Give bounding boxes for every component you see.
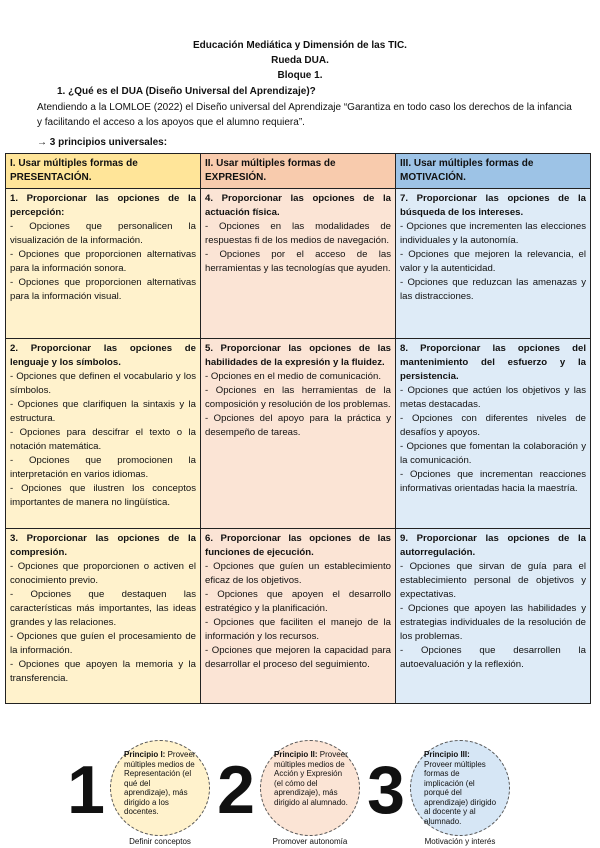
principle-text: Principio III: Proveer múltiples formas de implicación (el porqué del aprendizaje) dirigido al docente y al alumnado. (424, 750, 497, 826)
cell-title: 2. Proporcionar las opciones de lenguaje y los símbolos. (10, 343, 196, 368)
cell-item: - Opciones por el acceso de las herramientas y las tecnologías que ayuden. (205, 249, 391, 274)
cell-item: - Opciones que fomentan la colaboración y la comunicación. (400, 441, 586, 466)
principle-cell (6, 189, 201, 339)
principle-caption: Motivación y interés (424, 837, 496, 846)
principle-text: Principio I: Proveer múltiples medios de Representación (el qué del aprendizaje), más dirigido a los docentes. (124, 750, 196, 816)
principle-caption: Definir conceptos (129, 837, 191, 846)
cell-item: - Opciones en las herramientas de la composición y resolución de los problemas. (205, 385, 391, 410)
cell-item: - Opciones que destaquen las características más importantes, las ideas grandes y las relaciones. (10, 589, 196, 628)
header-presentation: I. Usar múltiples formas de PRESENTACIÓN. (6, 154, 201, 189)
cell-item: - Opciones que apoyen la memoria y la transferencia. (10, 659, 196, 684)
cell-item: - Opciones que apoyen el desarrollo estratégico y la planificación. (205, 589, 391, 614)
cell-item: - Opciones que promocionen la interpretación en varios idiomas. (10, 455, 196, 480)
cell-item: - Opciones para descifrar el texto o la notación matemática. (10, 427, 196, 452)
table-row (6, 339, 591, 529)
block-title: Bloque 1. (277, 70, 323, 81)
doc-subtitle: Rueda DUA. (271, 55, 329, 66)
cell-item: - Opciones que ilustren los conceptos importantes de manera no lingüística. (10, 483, 196, 508)
principle-cell (201, 189, 396, 339)
cell-item: - Opciones que proporcionen alternativas para la información sonora. (10, 249, 196, 274)
question-heading: 1. ¿Qué es el DUA (Diseño Universal del Aprendizaje)? (57, 86, 316, 97)
cell-title: 4. Proporcionar las opciones de la actuación física. (205, 193, 391, 218)
principle-cell (396, 339, 591, 529)
dua-table (5, 153, 591, 704)
cell-item: - Opciones que incrementan reacciones informativas orientadas hacia la maestría. (400, 469, 586, 494)
cell-item: - Opciones que clarifiquen la sintaxis y la estructura. (10, 399, 196, 424)
cell-item: - Opciones que sirvan de guía para el establecimiento personal de objetivos y expectativas. (400, 561, 586, 600)
cell-item: - Opciones que proporcionen o activen el conocimiento previo. (10, 561, 196, 586)
cell-item: - Opciones que actúen los objetivos y las metas destacadas. (400, 385, 586, 410)
principle-cell (6, 339, 201, 529)
principle-caption: Promover autonomía (272, 837, 348, 846)
doc-title: Educación Mediática y Dimensión de las TIC. (193, 40, 407, 51)
cell-title: 8. Proporcionar las opciones del mantenimiento del esfuerzo y la persistencia. (400, 343, 586, 382)
principle-number: 2 (217, 752, 255, 828)
cell-item: - Opciones que proporcionen alternativas para la información visual. (10, 277, 196, 302)
principle-cell (396, 189, 591, 339)
principle-cell (201, 339, 396, 529)
cell-title: 5. Proporcionar las opciones de las habilidades de la expresión y la fluidez. (205, 343, 391, 368)
cell-item: - Opciones que guíen el procesamiento de la información. (10, 631, 196, 656)
cell-item: - Opciones que mejoren la relevancia, el valor y la autenticidad. (400, 249, 586, 274)
cell-item: - Opciones que faciliten el manejo de la información y los recursos. (205, 617, 391, 642)
cell-item: - Opciones que personalicen la visualización de la información. (10, 221, 196, 246)
cell-item: - Opciones que guíen un establecimiento eficaz de los objetivos. (205, 561, 391, 586)
table-row (6, 189, 591, 339)
cell-title: 9. Proporcionar las opciones de la autorregulación. (400, 533, 586, 558)
table-row (6, 529, 591, 704)
cell-title: 7. Proporcionar las opciones de la búsqueda de los intereses. (400, 193, 586, 218)
cell-item: - Opciones que reduzcan las amenazas y las distracciones. (400, 277, 586, 302)
principle-number: 1 (67, 752, 105, 828)
principle-text: Principio II: Proveer múltiples medios de Acción y Expresión (el cómo del aprendizaje), más dirigido al alumnado. (274, 750, 348, 807)
cell-item: - Opciones que definen el vocabulario y los símbolos. (10, 371, 196, 396)
cell-item: - Opciones que desarrollen la autoevaluación y la reflexión. (400, 645, 586, 670)
cell-item: - Opciones que incrementen las elecciones individuales y la autonomía. (400, 221, 586, 246)
principle-cell (201, 529, 396, 704)
cell-item: - Opciones que mejoren la capacidad para desarrollar el proceso del seguimiento. (205, 645, 391, 670)
header-motivation: III. Usar múltiples formas de MOTIVACIÓN. (396, 154, 591, 189)
cell-title: 1. Proporcionar las opciones de la percepción: (10, 193, 196, 218)
principle-cell (396, 529, 591, 704)
header-expression: II. Usar múltiples formas de EXPRESIÓN. (201, 154, 396, 189)
cell-item: - Opciones que apoyen las habilidades y estrategias individuales de la resolución de los problemas. (400, 603, 586, 642)
principle-number: 3 (367, 752, 405, 828)
cell-item: - Opciones en las modalidades de respuestas fi de los medios de navegación. (205, 221, 391, 246)
cell-item: - Opciones en el medio de comunicación. (205, 371, 381, 382)
intro-paragraph: Atendiendo a la LOMLOE (2022) el Diseño universal del Aprendizaje “Garantiza en todo caso los derechos de la infancia y facilitando el acceso a los apoyos que el alumno requiera”. (37, 102, 572, 128)
principles-label: → 3 principios universales: (37, 137, 168, 148)
cell-title: 6. Proporcionar las opciones de las funciones de ejecución. (205, 533, 391, 558)
cell-title: 3. Proporcionar las opciones de la compresión. (10, 533, 196, 558)
principle-cell (6, 529, 201, 704)
cell-item: - Opciones del apoyo para la práctica y desempeño de tareas. (205, 413, 391, 438)
cell-item: - Opciones con diferentes niveles de desafíos y apoyos. (400, 413, 586, 438)
